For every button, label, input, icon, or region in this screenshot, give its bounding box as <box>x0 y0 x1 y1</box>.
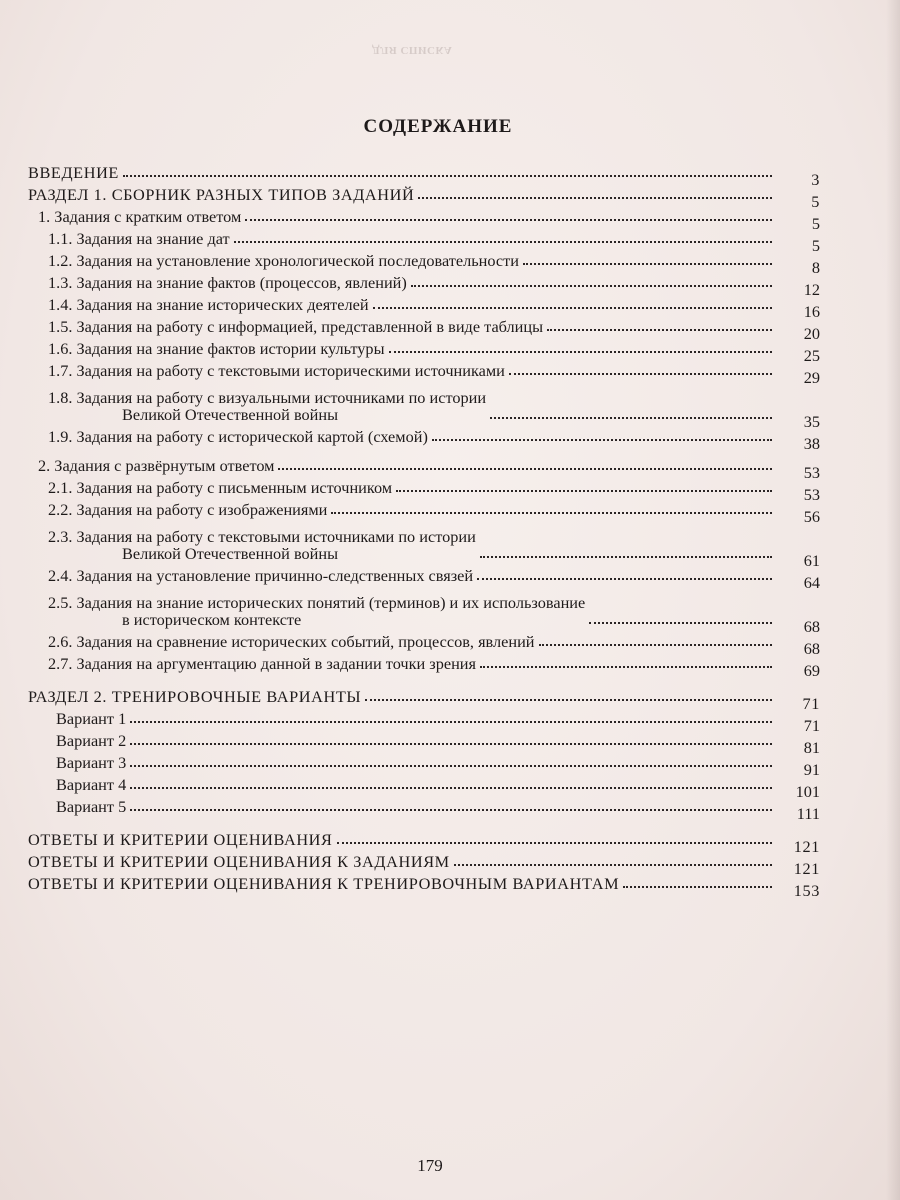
dot-leader <box>490 416 772 419</box>
toc-entry[interactable] <box>28 184 820 211</box>
toc-entry[interactable] <box>28 686 820 713</box>
toc-page-number: 68 <box>803 639 820 658</box>
toc-entry-text: 1.7. Задания на работу с текстовыми историческими источниками <box>48 361 505 380</box>
toc-entry[interactable] <box>28 708 820 735</box>
toc-page-number: 121 <box>793 837 820 856</box>
dot-leader <box>623 885 772 888</box>
toc-entry[interactable] <box>28 162 820 189</box>
toc-page-number: 121 <box>793 859 820 878</box>
toc-page-number: 61 <box>803 551 820 570</box>
toc-entry-text: 1.5. Задания на работу с информацией, представленной в виде таблицы <box>48 317 544 336</box>
dot-leader <box>396 489 772 492</box>
toc-page-number: 53 <box>803 463 820 482</box>
toc-entry-text: ОТВЕТЫ И КРИТЕРИИ ОЦЕНИВАНИЯ К ТРЕНИРОВОЧНЫМ ВАРИАНТАМ <box>28 874 620 893</box>
dot-leader <box>130 808 772 811</box>
dot-leader <box>337 841 773 844</box>
toc-entry-line1: 2.5. Задания на знание исторических понятий (терминов) и их использование <box>48 593 586 612</box>
bleed-through-text: ДЛЯ СПИСКА <box>372 44 453 56</box>
toc-page-number: 69 <box>803 661 820 680</box>
toc-entry-text: 1.4. Задания на знание исторических деятелей <box>48 295 369 314</box>
dot-leader <box>373 306 772 309</box>
page-number: 179 <box>417 1156 443 1175</box>
toc-page-number: 35 <box>803 412 820 431</box>
toc-entry[interactable] <box>28 829 820 856</box>
toc-entry[interactable] <box>28 316 820 343</box>
toc-entry-text: 1.1. Задания на знание дат <box>48 229 230 248</box>
toc-page-number: 101 <box>795 782 820 801</box>
toc-entry-text: 1.6. Задания на знание фактов истории культуры <box>48 339 385 358</box>
dot-leader <box>245 218 772 221</box>
toc-entry-text: 2.4. Задания на установление причинно-следственных связей <box>48 566 474 585</box>
toc-page-number: 68 <box>803 617 820 636</box>
toc-page-number: 64 <box>803 573 820 592</box>
toc-entry[interactable] <box>28 631 820 658</box>
toc-page-number: 81 <box>803 738 820 757</box>
toc-page-number: 12 <box>803 280 820 299</box>
toc-entry-line1: 2.3. Задания на работу с текстовыми источниками по истории <box>48 527 476 546</box>
toc-page-number: 8 <box>811 258 820 277</box>
page-title: СОДЕРЖАНИЕ <box>363 116 513 137</box>
dot-leader <box>130 720 772 723</box>
toc-entry-text: 2.7. Задания на аргументацию данной в задании точки зрения <box>48 654 477 673</box>
toc-entry[interactable] <box>28 499 820 526</box>
toc-page-number: 5 <box>811 214 820 233</box>
dot-leader <box>331 511 772 514</box>
dot-leader <box>418 196 772 199</box>
toc-entry[interactable] <box>28 851 820 878</box>
toc-page-number: 5 <box>811 236 820 255</box>
toc-entry-text: ВВЕДЕНИЕ <box>28 163 119 182</box>
toc-page-number: 71 <box>803 716 820 735</box>
toc-page-number: 20 <box>803 324 820 343</box>
toc-entry-text: Вариант 5 <box>56 797 127 816</box>
dot-leader <box>123 174 772 177</box>
toc-entry-text: ОТВЕТЫ И КРИТЕРИИ ОЦЕНИВАНИЯ К ЗАДАНИЯМ <box>28 852 450 871</box>
toc-entry-text: 2.2. Задания на работу с изображениями <box>48 500 328 519</box>
toc-page-number: 91 <box>803 760 820 779</box>
toc-entry[interactable] <box>28 774 820 801</box>
toc-entry-text <box>48 528 476 565</box>
toc-page-number: 29 <box>803 368 820 387</box>
toc-page-number: 153 <box>793 881 820 900</box>
toc-entry[interactable] <box>28 206 820 233</box>
toc-entry[interactable] <box>28 250 820 277</box>
toc-entry[interactable] <box>28 730 820 757</box>
dot-leader <box>234 240 772 243</box>
dot-leader <box>365 698 772 701</box>
toc-entry-line2: в историческом контексте <box>122 610 302 629</box>
dot-leader <box>278 467 772 470</box>
toc-entry[interactable] <box>28 653 820 680</box>
toc-page-number: 3 <box>811 170 820 189</box>
dot-leader <box>389 350 772 353</box>
toc-entry[interactable] <box>28 338 820 365</box>
toc-entry-line1: 1.8. Задания на работу с визуальными источниками по истории <box>48 388 487 407</box>
toc-entry-text: РАЗДЕЛ 2. ТРЕНИРОВОЧНЫЕ ВАРИАНТЫ <box>28 687 362 706</box>
dot-leader <box>130 764 772 767</box>
toc-page-number: 25 <box>803 346 820 365</box>
dot-leader <box>547 328 772 331</box>
toc-entry-text: 1. Задания с кратким ответом <box>38 207 242 226</box>
toc-page-number: 5 <box>811 192 820 211</box>
toc-entry[interactable] <box>28 455 820 482</box>
toc-entry-text: 2.6. Задания на сравнение исторических событий, процессов, явлений <box>48 632 535 651</box>
toc-entry-text: ОТВЕТЫ И КРИТЕРИИ ОЦЕНИВАНИЯ <box>28 830 333 849</box>
toc-entry-line2: Великой Отечественной войны <box>122 544 339 563</box>
toc-entry-text: 1.3. Задания на знание фактов (процессов, явлений) <box>48 273 407 292</box>
toc-entry-text <box>48 389 486 426</box>
toc-entry[interactable] <box>28 477 820 504</box>
toc-entry[interactable] <box>28 796 820 823</box>
toc-entry[interactable] <box>28 272 820 299</box>
dot-leader <box>432 438 772 441</box>
table-of-contents <box>28 162 820 900</box>
toc-entry-text <box>48 594 585 631</box>
toc-page-number: 53 <box>803 485 820 504</box>
toc-entry-text: Вариант 3 <box>56 753 127 772</box>
dot-leader <box>509 372 772 375</box>
toc-entry-text: Вариант 4 <box>56 775 127 794</box>
dot-leader <box>411 284 772 287</box>
toc-entry[interactable] <box>28 752 820 779</box>
toc-entry[interactable] <box>28 873 820 900</box>
dot-leader <box>480 555 772 558</box>
dot-leader <box>589 621 772 624</box>
dot-leader <box>523 262 772 265</box>
toc-page-number: 38 <box>803 434 820 453</box>
toc-entry[interactable] <box>28 294 820 321</box>
toc-page-number: 71 <box>802 694 820 713</box>
dot-leader <box>454 863 772 866</box>
toc-entry-text: Вариант 2 <box>56 731 127 750</box>
toc-entry-line2: Великой Отечественной войны <box>122 405 339 424</box>
dot-leader <box>130 786 772 789</box>
toc-page-number: 16 <box>803 302 820 321</box>
dot-leader <box>480 665 772 668</box>
toc-entry-text: 2. Задания с развёрнутым ответом <box>38 456 275 475</box>
toc-entry[interactable] <box>28 382 820 431</box>
toc-entry[interactable] <box>28 228 820 255</box>
toc-entry-text: Вариант 1 <box>56 709 127 728</box>
page-edge-shadow <box>886 0 900 1200</box>
toc-entry[interactable] <box>28 360 820 387</box>
toc-entry[interactable] <box>28 426 820 453</box>
toc-entry-text: РАЗДЕЛ 1. СБОРНИК РАЗНЫХ ТИПОВ ЗАДАНИЙ <box>28 185 415 204</box>
toc-page-number: 111 <box>796 804 820 823</box>
toc-entry[interactable] <box>28 521 820 570</box>
toc-entry-text: 1.9. Задания на работу с исторической картой (схемой) <box>48 427 428 446</box>
toc-page-number: 56 <box>803 507 820 526</box>
toc-entry[interactable] <box>28 565 820 592</box>
dot-leader <box>539 643 772 646</box>
toc-entry-text: 1.2. Задания на установление хронологической последовательности <box>48 251 519 270</box>
dot-leader <box>477 577 772 580</box>
dot-leader <box>130 742 772 745</box>
toc-entry-text: 2.1. Задания на работу с письменным источником <box>48 478 393 497</box>
toc-entry[interactable] <box>28 587 820 636</box>
